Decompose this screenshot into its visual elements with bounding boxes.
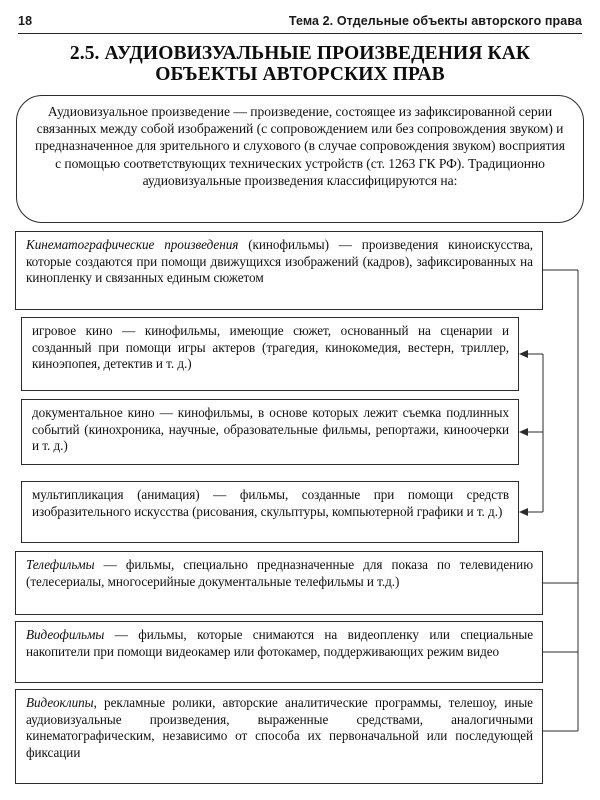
category-body: (кинофильмы) — произведения киноискусства, которые создаются при помощи движущихся изображений (кадров), зафиксированных на кинопленку и связанных единым сюжетом <box>26 237 533 286</box>
header-rule <box>18 33 582 34</box>
category-box-videofilms <box>15 621 543 683</box>
category-body: , рекламные ролики, авторские аналитические программы, телешоу, иные аудиовизуальные произведения, выраженные средствами, аналогичными кинематографическим, независимо от способа их первоначальной или последующей фиксации <box>26 695 533 760</box>
arrowhead-sub3-icon <box>519 508 528 516</box>
page-number: 18 <box>18 14 33 28</box>
category-box-videoclips <box>15 689 543 784</box>
category-body: — фильмы, которые снимаются на видеопленку или специальные накопители при помощи видеокамер или фотокамер, поддерживающих режим видео <box>26 627 533 659</box>
arrowhead-sub1-icon <box>519 350 528 358</box>
category-text <box>26 627 533 660</box>
category-lead: Телефильмы <box>26 557 95 572</box>
category-lead: Видеофильмы <box>26 627 105 642</box>
category-box-telefilms <box>15 551 543 615</box>
subcategory-box-documentary <box>21 399 519 465</box>
section-title: 2.5. АУДИОВИЗУАЛЬНЫЕ ПРОИЗВЕДЕНИЯ КАК ОБЪЕКТЫ АВТОРСКИХ ПРАВ <box>69 43 531 85</box>
arrowhead-sub2-icon <box>519 428 528 436</box>
running-title: Тема 2. Отдельные объекты авторского права <box>288 14 582 28</box>
subcategory-text: игровое кино — кинофильмы, имеющие сюжет, основанный на сценарии и созданный при помощи игры актеров (трагедия, кинокомедия, вестерн, триллер, киноэпопея, детектив и т. д.) <box>32 323 509 372</box>
definition-box <box>16 95 584 223</box>
subcategory-text: мультипликация (анимация) — фильмы, созданные при помощи средств изобразительного искусства (рисования, скульптуры, компьютерной графики и т. д.) <box>32 487 509 519</box>
subcategory-box-feature-film <box>21 317 519 391</box>
category-text <box>26 557 533 590</box>
category-lead: Кинематографические произведения <box>26 237 239 252</box>
definition-text: Аудиовизуальное произведение — произведение, состоящее из зафиксированной серии связанных между собой изображений (с сопровождением или без сопровождения звуком) и предназначенное для зрительного и слухового (в случае сопровождения звуком) восприятия с помощью соответствующих технических устройств (ст. 1263 ГК РФ). Традиционно аудиовизуальные произведения классифицируются на: <box>35 104 565 188</box>
category-body: — фильмы, специально предназначенные для показа по телевидению (телесериалы, многосерийные документальные телефильмы и т.д.) <box>26 557 533 589</box>
subcategory-text: документальное кино — кинофильмы, в основе которых лежит съемка подлинных событий (кинохроника, научные, образовательные фильмы, репортажи, киноочерки и т. д.) <box>32 405 509 454</box>
running-header <box>18 14 582 34</box>
category-box-cinematographic <box>15 231 543 310</box>
subcategory-box-animation <box>21 481 519 543</box>
category-text <box>26 237 533 287</box>
category-text <box>26 695 533 761</box>
category-lead: Видеоклипы <box>26 695 94 710</box>
